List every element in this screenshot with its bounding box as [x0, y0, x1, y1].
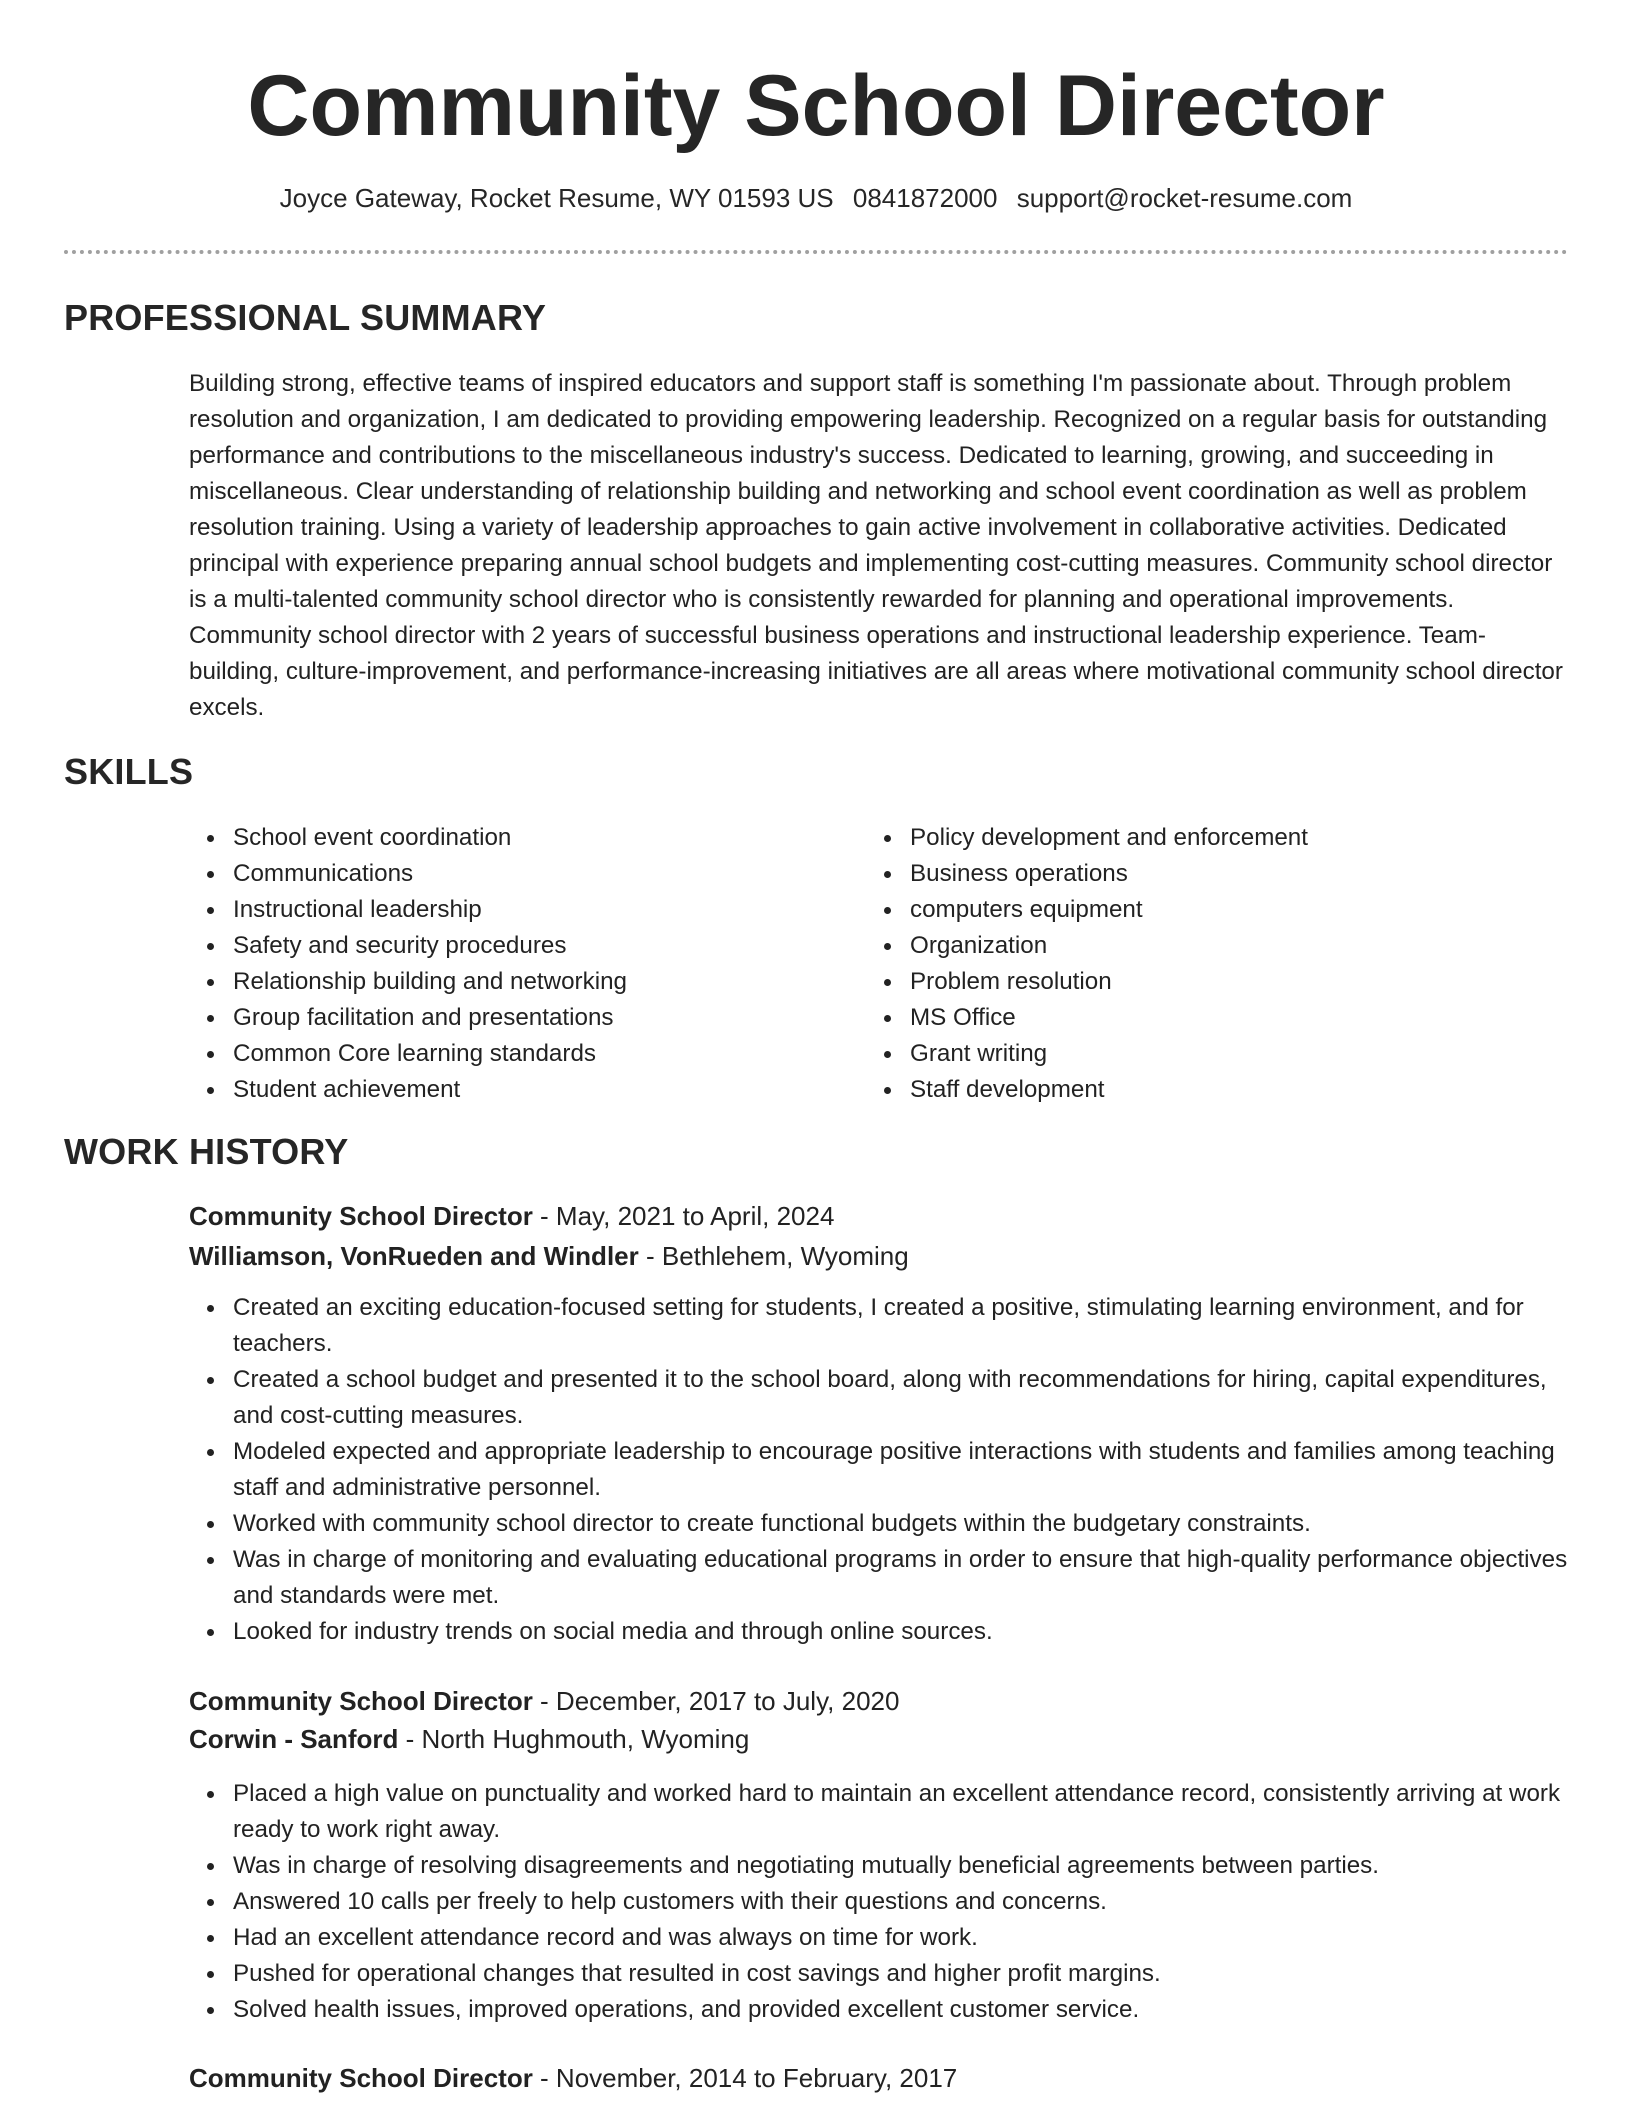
- summary-text: Building strong, effective teams of inspired educators and support staff is something I'm passionate about. Through problem resolution and organization, I am dedicated to providing empowering leadership. Recognized on a regular basis for outstanding performance and contributions to the miscellaneous industry's success. Dedicated to learning, growing, and succeeding in miscellaneous. Clear understanding of relationship building and networking and school event coordination as well as problem resolution training. Using a variety of leadership approaches to gain active involvement in collaborative activities. Dedicated principal with experience preparing annual school budgets and implementing cost-cutting measures. Community school director is a multi-talented community school director who is consistently rewarded for planning and operational improvements. Community school director with 2 years of successful business operations and instructional leadership experience. Team-building, culture-improvement, and performance-increasing initiatives are all areas where motivational community school director excels.: [189, 370, 1563, 721]
- duty-item: Solved health issues, improved operations, and provided excellent customer service.: [189, 1992, 1569, 2028]
- job-title: Community School Director: [189, 1686, 533, 1716]
- skills-list-left: [189, 820, 829, 1108]
- job-title-line: [189, 1683, 899, 1719]
- job-duties-list: [189, 1776, 1569, 2028]
- skill-item: Relationship building and networking: [189, 964, 829, 1000]
- job-duties-list: [189, 1290, 1569, 1650]
- job-location: - North Hughmouth, Wyoming: [398, 1724, 750, 1754]
- job-title: Community School Director: [189, 2063, 533, 2093]
- duty-item: Created a school budget and presented it to the school board, along with recommendations for hiring, capital expenditures, and cost-cutting measures.: [189, 1362, 1569, 1434]
- duty-item: Pushed for operational changes that resulted in cost savings and higher profit margins.: [189, 1956, 1569, 1992]
- job-company: Williamson, VonRueden and Windler: [189, 1241, 639, 1271]
- duty-item: Was in charge of resolving disagreements and negotiating mutually beneficial agreements between parties.: [189, 1848, 1569, 1884]
- skill-item: MS Office: [866, 1000, 1566, 1036]
- skills-list-right: [866, 820, 1566, 1108]
- contact-address: Joyce Gateway, Rocket Resume, WY 01593 US: [279, 183, 834, 213]
- job-company-line: [189, 1721, 749, 1757]
- duty-item: Modeled expected and appropriate leadership to encourage positive interactions with students and families among teaching staff and administrative personnel.: [189, 1434, 1569, 1506]
- skill-item: Business operations: [866, 856, 1566, 892]
- skill-item: Instructional leadership: [189, 892, 829, 928]
- skill-item: Policy development and enforcement: [866, 820, 1566, 856]
- resume-name: Community School Director: [247, 58, 1385, 154]
- skill-item: Grant writing: [866, 1036, 1566, 1072]
- skill-item: Problem resolution: [866, 964, 1566, 1000]
- skill-item: Organization: [866, 928, 1566, 964]
- job-company-line: [189, 1238, 909, 1274]
- skill-item: Student achievement: [189, 1072, 829, 1108]
- skill-item: Group facilitation and presentations: [189, 1000, 829, 1036]
- duty-item: Created an exciting education-focused setting for students, I created a positive, stimulating learning environment, and for teachers.: [189, 1290, 1569, 1362]
- duty-item: Looked for industry trends on social media and through online sources.: [189, 1614, 1569, 1650]
- summary-heading: PROFESSIONAL SUMMARY: [64, 297, 547, 338]
- skill-item: Communications: [189, 856, 829, 892]
- contact-phone: 0841872000: [852, 183, 998, 213]
- duty-item: Worked with community school director to create functional budgets within the budgetary constraints.: [189, 1506, 1569, 1542]
- job-title: Community School Director: [189, 1201, 533, 1231]
- job-dates: - May, 2021 to April, 2024: [532, 1201, 835, 1231]
- job-title-line: [189, 2060, 957, 2096]
- job-dates: - December, 2017 to July, 2020: [532, 1686, 900, 1716]
- duty-item: Had an excellent attendance record and was always on time for work.: [189, 1920, 1569, 1956]
- contact-line: [0, 180, 1632, 216]
- header-divider: [64, 250, 1568, 254]
- skills-heading: SKILLS: [64, 751, 194, 792]
- job-company: Corwin - Sanford: [189, 1724, 399, 1754]
- duty-item: Was in charge of monitoring and evaluating educational programs in order to ensure that high-quality performance objectives and standards were met.: [189, 1542, 1569, 1614]
- skill-item: Safety and security procedures: [189, 928, 829, 964]
- skill-item: Staff development: [866, 1072, 1566, 1108]
- duty-item: Answered 10 calls per freely to help customers with their questions and concerns.: [189, 1884, 1569, 1920]
- skill-item: Common Core learning standards: [189, 1036, 829, 1072]
- job-dates: - November, 2014 to February, 2017: [532, 2063, 958, 2093]
- duty-item: Placed a high value on punctuality and worked hard to maintain an excellent attendance record, consistently arriving at work ready to work right away.: [189, 1776, 1569, 1848]
- job-title-line: [189, 1198, 834, 1234]
- work-history-heading: WORK HISTORY: [64, 1131, 349, 1172]
- skill-item: computers equipment: [866, 892, 1566, 928]
- contact-email: support@rocket-resume.com: [1016, 183, 1353, 213]
- skill-item: School event coordination: [189, 820, 829, 856]
- job-location: - Bethlehem, Wyoming: [638, 1241, 909, 1271]
